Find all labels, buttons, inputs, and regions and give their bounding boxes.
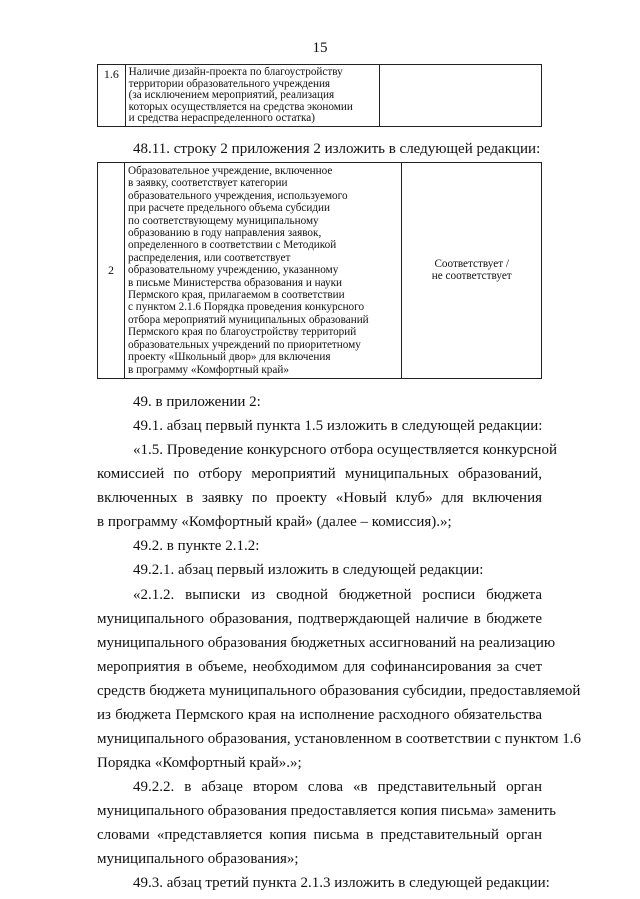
paragraph-line: комиссией по отбору мероприятий муниципальных образований, <box>97 466 542 482</box>
paragraph-line: муниципального образования предоставляется копия письма» заменить <box>97 803 556 819</box>
row-number: 1.6 <box>98 65 126 127</box>
paragraph-line: 49.2.1. абзац первый изложить в следующей редакции: <box>133 562 484 578</box>
criterion-line: в письме Министерства образования и науки <box>127 276 343 289</box>
criterion-line: в заявку, соответствует категории <box>127 177 288 190</box>
criteria-table-row-1-6 <box>97 64 542 127</box>
paragraph-line: в программу «Комфортный край» (далее – комиссия).»; <box>97 514 452 530</box>
paragraph-48-11: 48.11. строку 2 приложения 2 изложить в следующей редакции: <box>133 141 541 157</box>
criterion-line: Пермского края, прилагаемом в соответствии <box>127 289 345 302</box>
criterion-line: образовательных учреждений по приоритетному <box>127 338 361 351</box>
paragraph-line: Порядка «Комфортный край».»; <box>97 755 302 771</box>
criterion-line: которых осуществляется на средства экономии <box>128 100 353 113</box>
value-line: не соответствует <box>431 270 512 283</box>
paragraph-line: средств бюджета муниципального образования субсидии, предоставляемой <box>97 683 581 699</box>
paragraph-line: «2.1.2. выписки из сводной бюджетной росписи бюджета <box>133 587 542 603</box>
paragraph-line: из бюджета Пермского края на исполнение расходного обязательства <box>97 707 542 723</box>
paragraph-line: муниципального образования, установленном в соответствии с пунктом 1.6 <box>97 731 581 747</box>
criterion-line: Наличие дизайн-проекта по благоустройству <box>128 66 343 78</box>
criterion-line: образованию в году направления заявок, <box>127 227 322 240</box>
criterion-text <box>125 65 379 127</box>
criterion-line: отбора мероприятий муниципальных образований <box>127 313 369 326</box>
criterion-line: при расчете предельного объема субсидии <box>127 202 331 215</box>
paragraph-line: муниципального образования бюджетных ассигнований на реализацию <box>97 635 556 651</box>
paragraph-line: муниципального образования»; <box>97 851 299 867</box>
criterion-line: и средства нераспределенного остатка) <box>128 112 315 125</box>
paragraph-line: 49.3. абзац третий пункта 2.1.3 изложить в следующей редакции: <box>133 875 550 891</box>
paragraph-line: 49.2. в пункте 2.1.2: <box>133 538 260 554</box>
criterion-line: (за исключением мероприятий, реализация <box>128 89 335 102</box>
paragraph-line: мероприятия в объеме, необходимом для софинансирования за счет <box>97 659 542 675</box>
criterion-text <box>124 163 402 379</box>
criterion-line: в программу «Комфортный край» <box>127 363 289 376</box>
criterion-line: образовательному учреждению, указанному <box>127 264 339 277</box>
paragraph-line: 49.2.2. в абзаце втором слова «в представительный орган <box>133 779 542 795</box>
paragraph-line: включенных в заявку по проекту «Новый клуб» для включения <box>97 490 542 506</box>
criterion-line: с пунктом 2.1.6 Порядка проведения конкурсного <box>127 301 365 314</box>
paragraph-line: «1.5. Проведение конкурсного отбора осуществляется конкурсной <box>133 442 557 458</box>
paragraph-line: 49. в приложении 2: <box>133 394 261 410</box>
row-number: 2 <box>98 163 125 379</box>
criterion-line: Образовательное учреждение, включенное <box>127 165 333 177</box>
criteria-table-row-2 <box>97 162 542 379</box>
criterion-line: проекту «Школьный двор» для включения <box>127 351 331 364</box>
paragraph-line: словами «представляется копия письма в представительный орган <box>97 827 542 843</box>
criterion-line: определенного в соответствии с Методикой <box>127 239 337 252</box>
criterion-value <box>402 163 542 379</box>
criterion-line: территории образовательного учреждения <box>128 77 331 90</box>
criterion-line: Пермского края по благоустройству территорий <box>127 326 357 339</box>
paragraph-line: 49.1. абзац первый пункта 1.5 изложить в следующей редакции: <box>133 418 543 434</box>
criterion-line: распределения, или соответствует <box>127 251 291 264</box>
criterion-line: по соответствующему муниципальному <box>127 214 319 227</box>
value-line: Соответствует / <box>434 258 510 271</box>
paragraph-line: муниципального образования, подтверждающей наличие в бюджете <box>97 611 542 627</box>
criterion-line: образовательного учреждения, используемого <box>127 189 348 202</box>
page-number: 15 <box>312 40 328 56</box>
criterion-value <box>379 65 541 127</box>
